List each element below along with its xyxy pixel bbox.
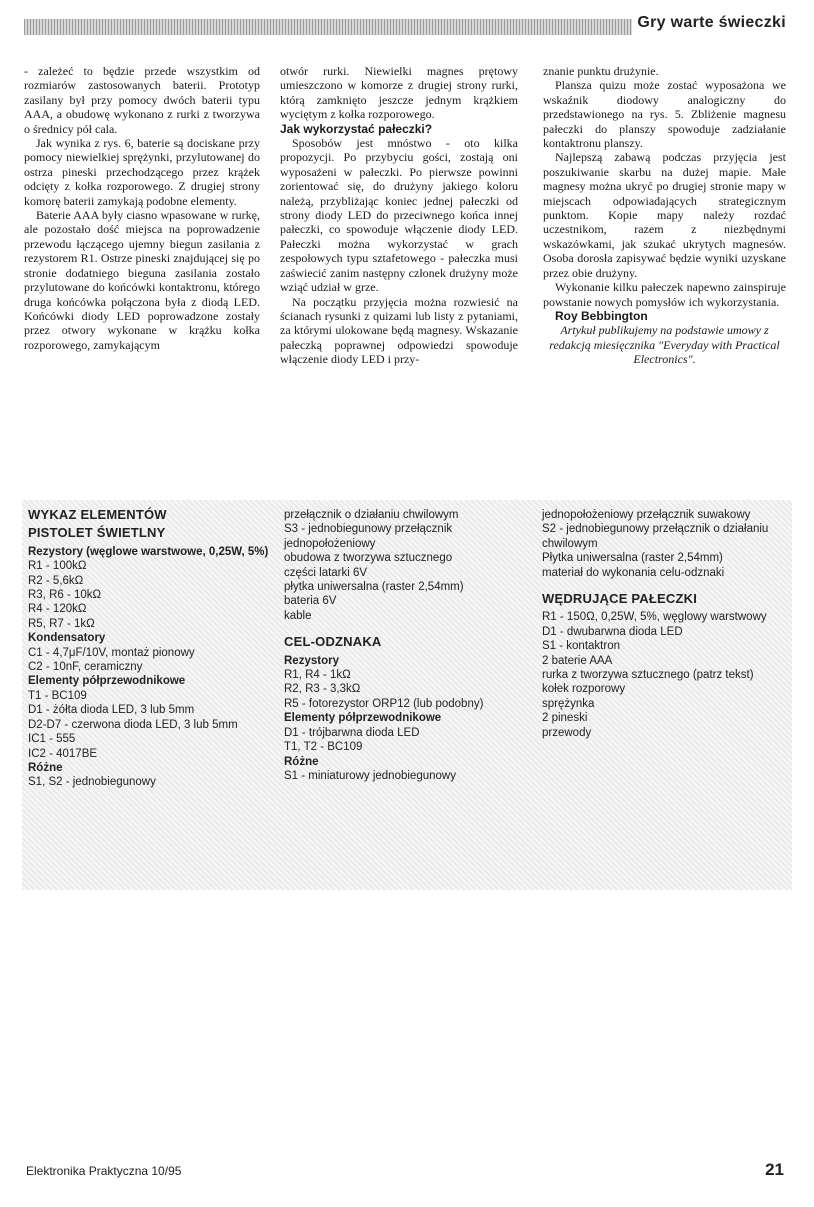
header-bar [24, 19, 632, 35]
paragraph: Jak wynika z rys. 6, baterie są dociskane przy pomocy niewielkiej sprężynki, przylutowanej do ostrza pineski przechodzącego przez krążek odcięty z kołka rozporowego. Z drugiej strony komorę baterii zamykają podobne elementy. [24, 136, 260, 208]
article-column-2 [280, 64, 518, 367]
page-header [24, 14, 786, 40]
list-item: S1 - miniaturowy jednobiegunowy [284, 769, 456, 782]
parts-list-box [22, 500, 792, 890]
list-item: bateria 6V [284, 595, 337, 608]
list-item: R5, R7 - 1kΩ [28, 617, 95, 630]
list-item: R3, R6 - 10kΩ [28, 589, 102, 602]
list-item: materiał do wykonania celu-odznaki [542, 566, 725, 579]
parts-title: WYKAZ ELEMENTÓW [28, 507, 167, 522]
list-item: kołek rozporowy [542, 683, 626, 696]
list-item: R1 - 150Ω, 0,25W, 5%, węglowy warstwowy [542, 611, 767, 624]
list-item: przełącznik o działaniu chwilowym [284, 509, 459, 521]
paragraph: Wykonanie kilku pałeczek napewno zainspiruje powstanie nowych pomysłów ich wykorzystania. [543, 280, 786, 309]
list-item: T1, T2 - BC109 [284, 741, 363, 754]
list-item: R1, R4 - 1kΩ [284, 669, 351, 682]
list-item: obudowa z tworzywa sztucznego [284, 552, 453, 565]
paragraph: Baterie AAA były ciasno wpasowane w rurkę, ale pozostało dość miejsca na poprowadzenie przewodu łączącego ujemny biegun zasilania z rezystorem R1. Ostrze pineski znajdującej się po stronie dodatniego bieguna zasilania zostało przylutowane do końcówki kontaktronu, którego druga końcówka połączona była z diodą LED. Końcówki diody LED poprowadzone zostały przez otwory wykonane w krążku kołka rozporowego, zamykającym [24, 208, 260, 352]
category-heading: Elementy półprzewodnikowe [284, 712, 442, 725]
list-item: płytka uniwersalna (raster 2,54mm) [284, 581, 464, 594]
footer-publication: Elektronika Praktyczna 10/95 [26, 1164, 182, 1178]
list-item: 2 pineski [542, 712, 588, 725]
paragraph: Najlepszą zabawą podczas przyjęcia jest poszukiwanie skarbu na dużej mapie. Małe magnesy można ukryć po drugiej stronie mapy w miejscach odpowiadających strategicznym punktom. Kopie mapy należy rozdać uczestnikom, razem z niezbędnymi wskazówkami, jak szukać ukrytych magnesów. Osoba dorosła zapisywać będzie wyniki uzyskane przez obie drużyny. [543, 150, 786, 280]
list-item: S1 - kontaktron [542, 640, 620, 653]
parts-column-2 [284, 508, 534, 783]
list-item: D1 - żółta dioda LED, 3 lub 5mm [28, 704, 195, 717]
header-title: Gry warte świeczki [637, 14, 786, 31]
section-heading: PISTOLET ŚWIETLNY [28, 525, 166, 541]
category-heading: Kondensatory [28, 632, 106, 645]
list-item: R1 - 100kΩ [28, 560, 87, 573]
list-item: D2-D7 - czerwona dioda LED, 3 lub 5mm [28, 718, 238, 731]
list-item: S1, S2 - jednobiegunowy [28, 776, 156, 789]
list-item: D1 - dwubarwna dioda LED [542, 625, 683, 638]
list-item: S2 - jednobiegunowy przełącznik o działaniu chwilowym [542, 523, 769, 550]
source-note: Artykuł publikujemy na podstawie umowy z redakcją miesięcznika "Everyday with Practical Electronics". [549, 323, 780, 367]
list-item: C1 - 4,7μF/10V, montaż pionowy [28, 646, 195, 659]
paragraph: Na początku przyjęcia można rozwiesić na ścianach rysunki z quizami lub listy z pytaniami, za którymi ulokowane będą magnesy. Wskazanie pałeczką poprawnej odpowiedzi spowoduje włączenie diody LED i przy- [280, 294, 518, 367]
page-number: 21 [765, 1160, 784, 1179]
paragraph: Sposobów jest mnóstwo - oto kilka propozycji. Po przybyciu gości, zostają oni wyposażeni w pałeczki. Po pierwsze powinni zorientować się, do drużyny jakiego koloru należą, przybliżając koniec jednej pałeczki od strony diody LED do przeciwnego końca innej pałeczki, co spowoduje włączenie diody LED. Pałeczki można wykorzystać w grach zespołowych typu sztafetowego - pałeczka musi zaświecić zanim następny członek drużyny może wziąć udział w grze. [280, 136, 518, 295]
list-item: R2, R3 - 3,3kΩ [284, 683, 361, 696]
list-item: Płytka uniwersalna (raster 2,54mm) [542, 552, 723, 565]
article-column-3 [543, 64, 786, 367]
list-item: jednopołożeniowy przełącznik suwakowy [542, 509, 751, 521]
list-item: S3 - jednobiegunowy przełącznik jednopołożeniowy [284, 523, 453, 550]
category-heading: Rezystory [284, 654, 339, 667]
list-item: 2 baterie AAA [542, 654, 613, 667]
list-item: D1 - trójbarwna dioda LED [284, 726, 420, 739]
section-heading: CEL-ODZNAKA [284, 634, 382, 650]
list-item: IC2 - 4017BE [28, 747, 98, 760]
category-heading: Różne [284, 755, 319, 768]
list-item: kable [284, 609, 312, 622]
paragraph: otwór rurki. Niewielki magnes prętowy umieszczono w komorze z drugiej strony rurki, którą zamknięto jeszcze jednym krążkiem wyciętym z kołka rozporowego. [280, 64, 518, 122]
list-item: R4 - 120kΩ [28, 603, 87, 616]
list-item: T1 - BC109 [28, 689, 87, 702]
list-item: R5 - fotorezystor ORP12 (lub podobny) [284, 697, 484, 710]
list-item: rurka z tworzywa sztucznego (patrz tekst) [542, 669, 754, 682]
category-heading: Elementy półprzewodnikowe [28, 675, 186, 688]
category-heading: Rezystory (węglowe warstwowe, 0,25W, 5%) [28, 545, 269, 558]
list-item: IC1 - 555 [28, 733, 76, 746]
list-item: części latarki 6V [284, 566, 368, 579]
list-item: sprężynka [542, 697, 595, 710]
parts-column-3 [542, 508, 790, 740]
parts-column-1 [28, 508, 278, 790]
article-column-1 [24, 64, 260, 352]
paragraph: Plansza quizu może zostać wyposażona we wskaźnik diodowy analogiczny do przedstawionego na rys. 5. Zbliżenie magnesu pałeczki do planszy spowoduje zadziałanie kontaktronu planszy. [543, 78, 786, 151]
author: Roy Bebbington [555, 308, 648, 323]
category-heading: Różne [28, 761, 63, 774]
list-item: C2 - 10nF, ceramiczny [28, 661, 143, 674]
section-heading: WĘDRUJĄCE PAŁECZKI [542, 591, 698, 607]
subheading: Jak wykorzystać pałeczki? [280, 121, 433, 136]
list-item: R2 - 5,6kΩ [28, 574, 84, 587]
list-item: przewody [542, 726, 592, 739]
paragraph: - zależeć to będzie przede wszystkim od rozmiarów zastosowanych baterii. Prototyp zasilany był przy pomocy dwóch baterii typu AAA, a obudowę wykonano z rurki z tworzywa o średnicy pół cala. [24, 64, 260, 136]
paragraph: znanie punktu drużynie. [543, 64, 659, 78]
